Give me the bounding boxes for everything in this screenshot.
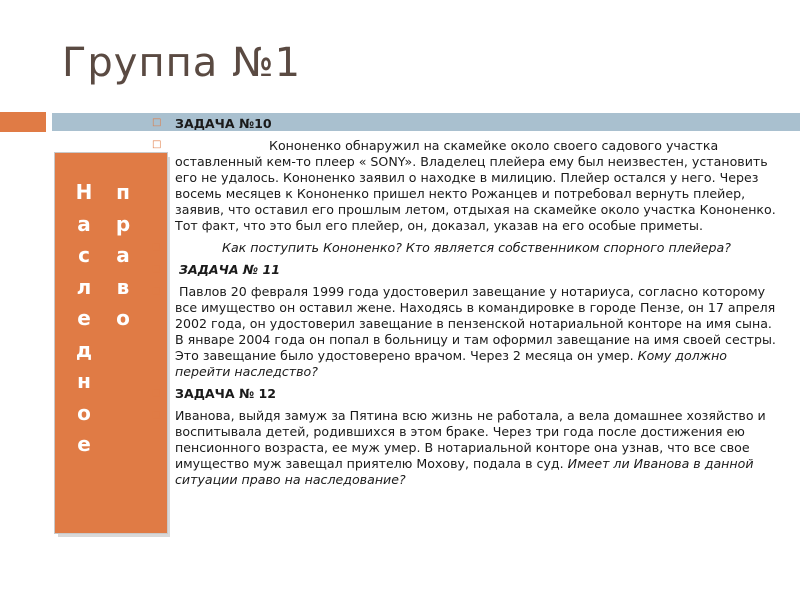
task-10-question: □ Как поступить Кононенко? Кто является собственником спорного плейера?: [152, 240, 780, 256]
side-panel-column-2: [108, 177, 138, 335]
side-panel: [55, 153, 167, 533]
side-letter: с: [78, 243, 90, 267]
task-10-text: □ Кононенко обнаружил на скамейке около своего садового участка оставленный кем-то плеер « SONY». Владелец плейера ему был неизвестен, установить его не удалось. Кононенко заявил о находке в милицию. Плейер остался у него. Через восемь месяцев к Кононенко пришел некто Рожанцев и потребовал вернуть плейер, заявив, что оставил его прошлым летом, отдыхая на скамейке около участка Кононенко. Тот факт, что это был его плейер, он, доказал, указав на его особые приметы.: [152, 138, 780, 234]
side-letter: е: [77, 306, 91, 330]
side-letter: е: [77, 432, 91, 456]
tasks-content: [152, 116, 780, 494]
task-12-text: □ Иванова, выйдя замуж за Пятина всю жизнь не работала, а вела домашнее хозяйство и воспитывала детей, родившихся в этом браке. Через три года после достижения ею пенсионного возраста, ее муж умер. В нотариальной конторе она узнав, что все свое имущество муж завещал приятелю Мохову, подала в суд. Имеет ли Иванова в данной ситуации право на наследование?: [152, 408, 780, 488]
slide-title: Группа №1: [62, 40, 302, 86]
task-10-header: □ ЗАДАЧА №10: [152, 116, 780, 132]
side-letter: р: [115, 211, 131, 236]
side-letter: Н: [75, 180, 93, 204]
side-panel-column-1: [69, 177, 99, 461]
side-letter: а: [116, 243, 130, 267]
side-letter: в: [116, 274, 130, 299]
side-letter: а: [77, 211, 91, 236]
side-letter: л: [76, 274, 92, 299]
task-12-header: □ ЗАДАЧА № 12: [152, 386, 780, 402]
task-11-question: Кому должно перейти наследство?: [175, 348, 728, 379]
task-11-text: □ Павлов 20 февраля 1999 года удостоверил завещание у нотариуса, согласно которому все имущество он оставил жене. Находясь в командировке в городе Пензе, он 17 апреля 2002 года, он удостоверил завещание в пензенской нотариальной конторе на имя сына. В январе 2004 года он попал в больницу и там оформил завещание на имя своей сестры. Это завещание было удостоверено врачом. Через 2 месяца он умер. Кому должно перейти наследство?: [152, 284, 780, 380]
side-letter: п: [116, 180, 130, 204]
side-letter: д: [75, 337, 93, 362]
accent-bar-left: [0, 112, 46, 132]
task-11-header: □ ЗАДАЧА № 11: [152, 262, 780, 278]
side-letter: о: [77, 400, 91, 425]
side-letter: н: [77, 369, 91, 393]
side-letter: о: [116, 306, 130, 330]
task-12-question: Имеет ли Иванова в данной ситуации право на наследование?: [175, 456, 754, 487]
